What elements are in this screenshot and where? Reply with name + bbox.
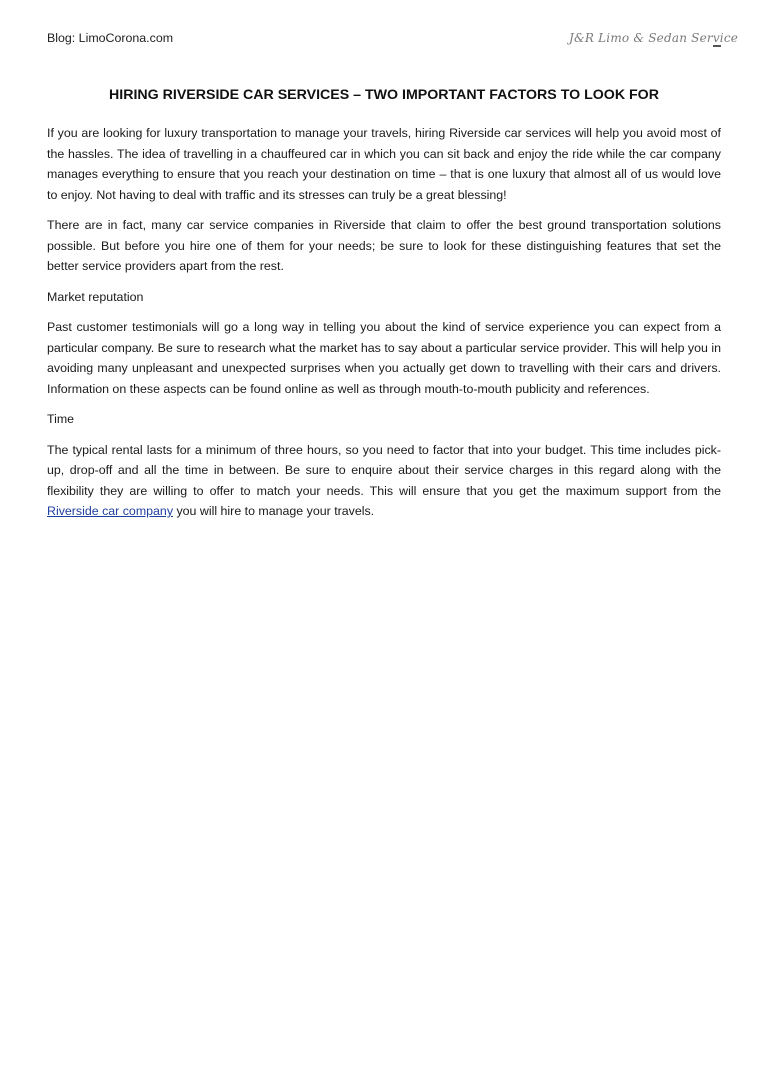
paragraph-time-text-end: you will hire to manage your travels.	[173, 504, 375, 518]
article-body	[47, 123, 721, 532]
paragraph-market-reputation: Past customer testimonials will go a long way in telling you about the kind of service experience you can expect from a particular company. Be sure to research what the market has to say about a particular service provider. This will help you in avoiding many unpleasant and unexpected surprises when you actually get down to travelling with their cars and drivers. Information on these aspects can be found online as well as through mouth-to-mouth publicity and references.	[47, 320, 721, 396]
riverside-car-company-link[interactable]: Riverside car company	[47, 504, 174, 518]
paragraph-time	[47, 440, 721, 522]
paragraph-time-text-start: The typical rental lasts for a minimum of three hours, so you need to factor that into your budget. This time includes pick-up, drop-off and all the time in between. Be sure to enquire about their service charges in this regard along with the flexibility they are willing to offer to match your needs. This will ensure that you get the maximum support from the	[47, 442, 721, 498]
paragraph-companies: There are in fact, many car service companies in Riverside that claim to offer the best ground transportation solutions possible. But before you hire one of them for your needs; be sure to look for these distinguishing features that set the better service providers apart from the rest.	[47, 218, 721, 273]
page-header	[47, 29, 739, 53]
company-logo: J&R Limo & Sedan Service	[569, 27, 721, 49]
article-title: HIRING RIVERSIDE CAR SERVICES – TWO IMPORTANT FACTORS TO LOOK FOR	[109, 87, 659, 103]
paragraph-intro: If you are looking for luxury transportation to manage your travels, hiring Riverside car services will help you avoid most of the hassles. The idea of travelling in a chauffeured car in which you can sit back and enjoy the ride while the car company manages everything to ensure that you reach your destination on time – that is one luxury that almost all of us would love to enjoy. Not having to deal with traffic and its stresses can truly be a great blessing!	[47, 126, 721, 202]
blog-label: Blog: LimoCorona.com	[47, 31, 174, 45]
heading-market-reputation: Market reputation	[47, 289, 144, 304]
heading-time: Time	[47, 412, 75, 426]
